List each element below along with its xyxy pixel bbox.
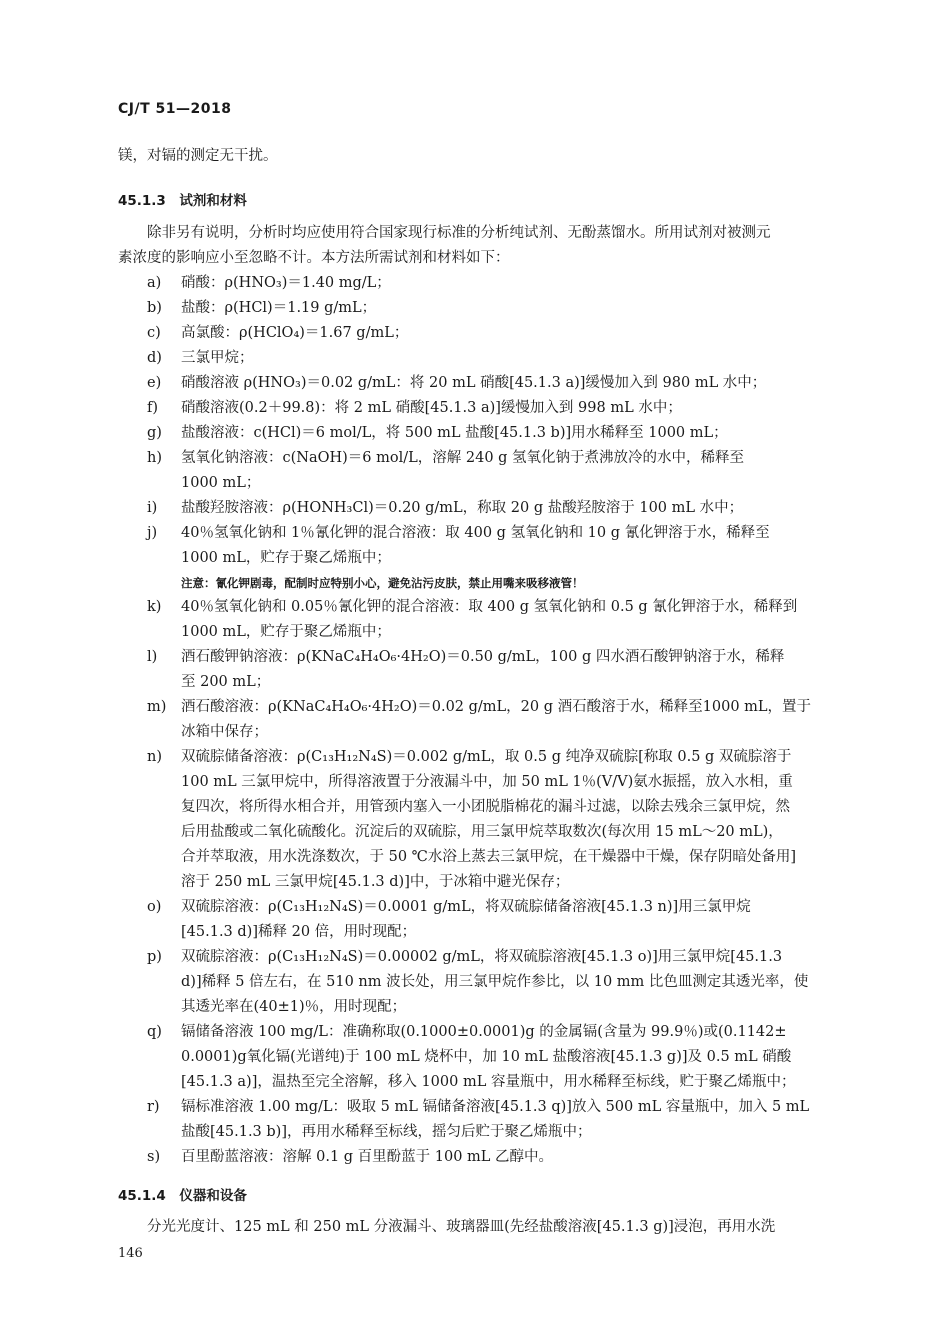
item-n-line-3: 复四次，将所得水相合并，用管颈内塞入一小团脱脂棉花的漏斗过滤，以除去残余三氯甲烷，然 [181, 799, 790, 815]
item-j-line-1: 40％氢氧化钠和 1％氰化钾的混合溶液：取 400 g 氢氧化钠和 10 g 氰化钾溶于水，稀释至 [181, 525, 770, 541]
item-label-e: e) [147, 375, 162, 391]
item-label-d: d) [147, 350, 162, 366]
item-q-line-2: 0.0001)g氧化镉(光谱纯)于 100 mL 烧杯中，加 10 mL 盐酸溶液[45.1.3 g)]及 0.5 mL 硝酸 [181, 1049, 792, 1065]
item-k-line-2: 1000 mL，贮存于聚乙烯瓶中； [181, 624, 391, 640]
item-m-line-1: 酒石酸溶液：ρ(KNaC₄H₄O₆·4H₂O)＝0.02 g/mL，20 g 酒石酸溶于水，稀释至1000 mL，置于 [181, 699, 812, 715]
item-label-c: c) [147, 325, 161, 341]
item-label-b: b) [147, 300, 162, 316]
item-p-line-2: d)]稀释 5 倍左右，在 510 nm 波长处，用三氯甲烷作参比，以 10 mm 比色皿测定其透光率，使 [181, 974, 809, 990]
item-label-f: f) [147, 400, 159, 416]
item-s-line-1: 百里酚蓝溶液：溶解 0.1 g 百里酚蓝于 100 mL 乙醇中。 [181, 1149, 554, 1165]
para-reagents-line-2: 素浓度的影响应小至忽略不计。本方法所需试剂和材料如下： [118, 250, 510, 266]
item-label-r: r) [147, 1099, 160, 1115]
item-d-line-1: 三氯甲烷； [181, 350, 254, 366]
item-label-o: o) [147, 899, 162, 915]
item-q-line-1: 镉储备溶液 100 mg/L：准确称取(0.1000±0.0001)g 的金属镉(含量为 99.9％)或(0.1142± [181, 1024, 787, 1040]
item-label-q: q) [147, 1024, 162, 1040]
item-h-line-1: 氢氧化钠溶液：c(NaOH)＝6 mol/L，溶解 240 g 氢氧化钠于煮沸放冷的水中，稀释至 [181, 450, 745, 466]
item-q-line-3: [45.1.3 a)]，温热至完全溶解，移入 1000 mL 容量瓶中，用水稀释至标线，贮于聚乙烯瓶中； [181, 1074, 796, 1090]
item-o-line-1: 双硫腙溶液：ρ(C₁₃H₁₂N₄S)＝0.0001 g/mL，将双硫腙储备溶液[45.1.3 n)]用三氯甲烷 [181, 899, 751, 915]
item-label-j: j) [147, 525, 158, 541]
item-n-line-5: 合并萃取液，用水洗涤数次，于 50 ℃水浴上蒸去三氯甲烷，在干燥器中干燥，保存阴暗处备用] [181, 849, 797, 865]
para-reagents-line-1: 除非另有说明，分析时均应使用符合国家现行标准的分析纯试剂、无酚蒸馏水。所用试剂对被测元 [147, 225, 771, 241]
item-r-line-2: 盐酸[45.1.3 b)]，再用水稀释至标线，摇匀后贮于聚乙烯瓶中； [181, 1124, 592, 1140]
item-label-a: a) [147, 275, 162, 291]
item-g-line-1: 盐酸溶液：c(HCl)＝6 mol/L，将 500 mL 盐酸[45.1.3 b)]用水稀释至 1000 mL； [181, 425, 728, 441]
item-m-line-2: 冰箱中保存； [181, 724, 268, 740]
item-p-line-1: 双硫腙溶液：ρ(C₁₃H₁₂N₄S)＝0.00002 g/mL，将双硫腙溶液[45.1.3 o)]用三氯甲烷[45.1.3 [181, 949, 783, 965]
item-n-line-6: 溶于 250 mL 三氯甲烷[45.1.3 d)]中，于冰箱中避光保存； [181, 874, 570, 890]
item-l-line-2: 至 200 mL； [181, 674, 271, 690]
item-label-p: p) [147, 949, 162, 965]
item-r-line-1: 镉标准溶液 1.00 mg/L：吸取 5 mL 镉储备溶液[45.1.3 q)]放入 500 mL 容量瓶中，加入 5 mL [181, 1099, 810, 1115]
item-e-line-1: 硝酸溶液 ρ(HNO₃)＝0.02 g/mL：将 20 mL 硝酸[45.1.3 a)]缓慢加入到 980 mL 水中； [181, 375, 767, 391]
item-label-n: n) [147, 749, 162, 765]
item-h-line-2: 1000 mL； [181, 475, 261, 491]
para-instruments-line-1: 分光光度计、125 mL 和 250 mL 分液漏斗、玻璃器皿(先经盐酸溶液[45.1.3 g)]浸泡，再用水洗 [147, 1219, 776, 1235]
section-heading-reagents: 45.1.3 试剂和材料 [118, 193, 247, 209]
item-label-s: s) [147, 1149, 161, 1165]
item-o-line-2: [45.1.3 d)]稀释 20 倍，用时现配； [181, 924, 417, 940]
item-label-k: k) [147, 599, 162, 615]
item-n-line-2: 100 mL 三氯甲烷中，所得溶液置于分液漏斗中，加 50 mL 1％(V/V)氨水振摇，放入水相，重 [181, 774, 793, 790]
item-c-line-1: 高氯酸：ρ(HClO₄)＝1.67 g/mL； [181, 325, 409, 341]
item-j-line-2: 1000 mL，贮存于聚乙烯瓶中； [181, 550, 391, 566]
item-f-line-1: 硝酸溶液(0.2＋99.8)：将 2 mL 硝酸[45.1.3 a)]缓慢加入到 998 mL 水中； [181, 400, 682, 416]
item-label-m: m) [147, 699, 167, 715]
standard-code-header: CJ/T 51—2018 [118, 101, 232, 117]
item-label-i: i) [147, 500, 158, 516]
item-label-l: l) [147, 649, 158, 665]
intro-text: 镁，对镉的测定无干扰。 [118, 148, 278, 164]
section-heading-instruments: 45.1.4 仪器和设备 [118, 1188, 247, 1204]
item-label-g: g) [147, 425, 162, 441]
cyanide-warning-note: 注意：氰化钾剧毒，配制时应特别小心，避免沾污皮肤，禁止用嘴来吸移液管！ [181, 576, 584, 590]
item-i-line-1: 盐酸羟胺溶液：ρ(HONH₃Cl)＝0.20 g/mL，称取 20 g 盐酸羟胺溶于 100 mL 水中； [181, 500, 744, 516]
item-n-line-4: 后用盐酸或二氧化硫酸化。沉淀后的双硫腙，用三氯甲烷萃取数次(每次用 15 mL～20 mL)， [181, 824, 783, 840]
item-label-h: h) [147, 450, 162, 466]
item-k-line-1: 40％氢氧化钠和 0.05％氰化钾的混合溶液：取 400 g 氢氧化钠和 0.5 g 氰化钾溶于水，稀释到 [181, 599, 798, 615]
item-a-line-1: 硝酸：ρ(HNO₃)＝1.40 mg/L； [181, 275, 391, 291]
item-b-line-1: 盐酸：ρ(HCl)＝1.19 g/mL； [181, 300, 377, 316]
item-l-line-1: 酒石酸钾钠溶液：ρ(KNaC₄H₄O₆·4H₂O)＝0.50 g/mL，100 g 四水酒石酸钾钠溶于水，稀释 [181, 649, 785, 665]
item-n-line-1: 双硫腙储备溶液：ρ(C₁₃H₁₂N₄S)＝0.002 g/mL，取 0.5 g 纯净双硫腙[称取 0.5 g 双硫腙溶于 [181, 749, 792, 765]
page-number: 146 [118, 1246, 143, 1261]
item-p-line-3: 其透光率在(40±1)％，用时现配； [181, 999, 407, 1015]
